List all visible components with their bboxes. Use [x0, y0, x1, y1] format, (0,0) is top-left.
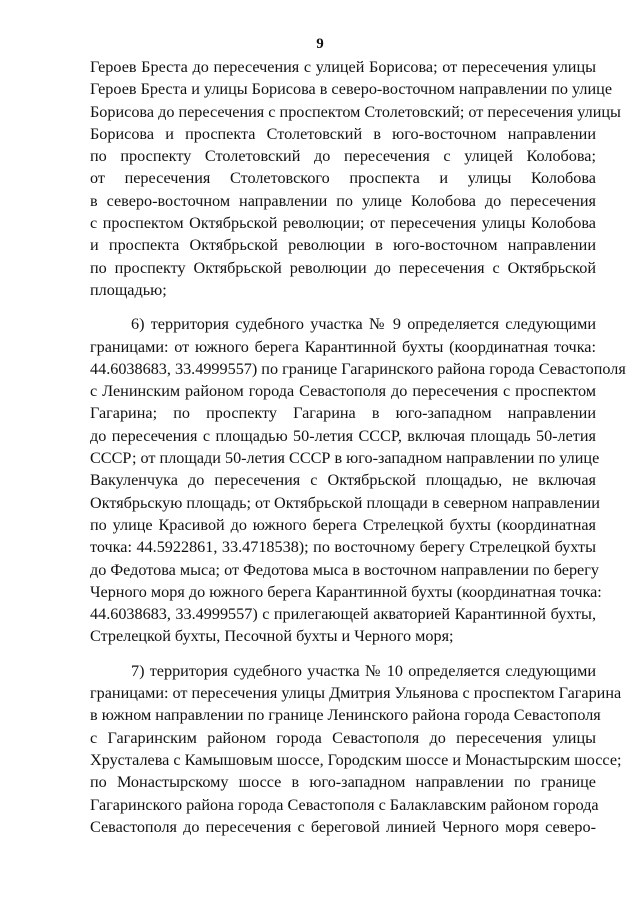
text-line: Севастополя до пересечения с береговой линией Черного моря северо- [90, 817, 596, 836]
text-line: точка: 44.5922861, 33.4718538); по восточному берегу Стрелецкой бухты [90, 538, 596, 557]
text-line: Стрелецкой бухты, Песочной бухты и Черного моря; [90, 627, 454, 646]
text-line: с Ленинским районом города Севастополя до пересечения с проспектом [90, 382, 596, 401]
text-line: площадью; [90, 280, 167, 299]
text-line: 44.6038683, 33.4999557) по границе Гагаринского района города Севастополя [90, 359, 626, 378]
paragraph-continuation [90, 56, 621, 301]
text-line: Гагаринского района города Севастополя с Балаклавским районом города [90, 795, 599, 814]
text-line: до пересечения с площадью 50-летия СССР, включая площадь 50-летия [90, 426, 596, 445]
text-line: Хрусталева с Камышовым шоссе, Городским шоссе и Монастырским шоссе; [90, 750, 622, 769]
text-line: в южном направлении по границе Ленинского района города Севастополя [90, 706, 601, 725]
text-line: 7) территория судебного участка № 10 определяется следующими [131, 661, 596, 680]
text-line: Героев Бреста до пересечения с улицей Борисова; от пересечения улицы [90, 58, 596, 76]
text-line: от пересечения Столетовского проспекта и улицы Колобова [90, 169, 596, 188]
page-number: 9 [316, 36, 324, 52]
text-line: Борисова и проспекта Столетовский в юго-восточном направлении [90, 124, 596, 143]
text-line: по Монастырскому шоссе в юго-западном направлении по границе [90, 773, 596, 792]
paragraph-gap [90, 648, 596, 660]
paragraph-item-6 [90, 313, 626, 647]
text-line: с проспектом Октябрьской революции; от пересечения улицы Колобова [90, 214, 596, 233]
text-line: и проспекта Октябрьской революции в юго-восточном направлении [90, 236, 596, 255]
text-line: СССР; от площади 50-летия СССР в юго-западном направлении по улице [90, 449, 600, 468]
text-line: 6) территория судебного участка № 9 определяется следующими [131, 315, 596, 334]
document-body [90, 56, 626, 838]
text-line: Гагарина; по проспекту Гагарина в юго-западном направлении [90, 404, 596, 423]
text-line: Борисова до пересечения с проспектом Столетовский; от пересечения улицы [90, 102, 621, 121]
text-line: границами: от южного берега Карантинной бухты (координатная точка: [90, 337, 596, 356]
text-line: по улице Красивой до южного берега Стрелецкой бухты (координатная [90, 515, 596, 534]
text-line: Героев Бреста и улицы Борисова в северо-восточном направлении по улице [90, 80, 613, 99]
text-line: Вакуленчука до пересечения с Октябрьской площадью, не включая [90, 471, 596, 490]
text-line: границами: от пересечения улицы Дмитрия Ульянова с проспектом Гагарина [90, 684, 622, 703]
text-line: в северо-восточном направлении по улице Колобова до пересечения [90, 191, 596, 210]
paragraph-gap [90, 301, 596, 313]
text-line: по проспекту Столетовский до пересечения с улицей Колобова; [90, 147, 596, 166]
text-line: 44.6038683, 33.4999557) с прилегающей акваторией Карантинной бухты, [90, 605, 596, 624]
text-line: Черного моря до южного берега Карантинной бухты (координатная точка: [90, 582, 602, 601]
text-line: с Гагаринским районом города Севастополя до пересечения улицы [90, 728, 596, 747]
paragraph-item-7 [90, 660, 622, 838]
text-line: до Федотова мыса; от Федотова мыса в восточном направлении по берегу [90, 560, 599, 579]
text-line: по проспекту Октябрьской революции до пересечения с Октябрьской [90, 258, 596, 277]
text-line: Октябрьскую площадь; от Октябрьской площади в северном направлении [90, 493, 600, 512]
